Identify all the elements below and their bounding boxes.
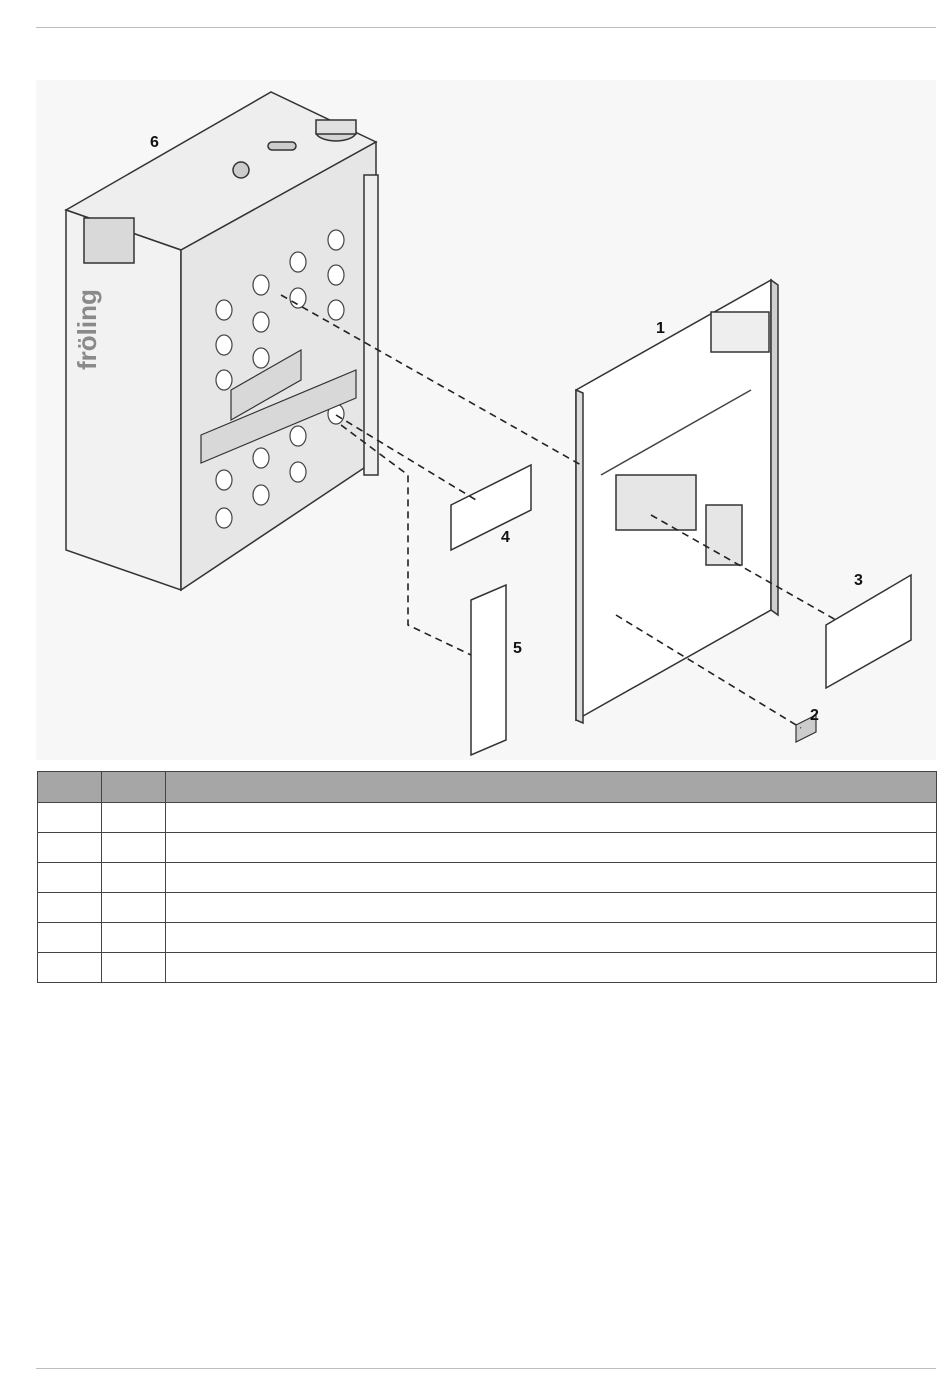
header-description [166, 772, 937, 803]
header-quantity [102, 772, 166, 803]
header-rule [36, 27, 936, 28]
table-row [38, 863, 937, 893]
cell-quantity [102, 893, 166, 923]
small-bracket-plate [451, 465, 531, 550]
cell-description [166, 833, 937, 863]
cell-position [38, 953, 102, 983]
cell-position [38, 833, 102, 863]
header-position [38, 772, 102, 803]
exploded-view-drawing [36, 80, 936, 760]
callout-2: 2 [810, 707, 819, 724]
table-row [38, 893, 937, 923]
parts-table-header [38, 772, 937, 803]
exploded-view-figure [36, 80, 936, 760]
callout-3: 3 [854, 572, 863, 589]
table-row [38, 833, 937, 863]
cell-quantity [102, 863, 166, 893]
parts-table [37, 771, 937, 983]
table-row [38, 923, 937, 953]
cell-position [38, 803, 102, 833]
cell-description [166, 863, 937, 893]
cell-description [166, 953, 937, 983]
cell-description [166, 923, 937, 953]
vertical-strip [471, 585, 506, 755]
cover-panel [576, 280, 778, 723]
callout-1: 1 [656, 320, 665, 337]
cell-quantity [102, 923, 166, 953]
cell-description [166, 803, 937, 833]
callout-6: 6 [150, 134, 159, 151]
cell-position [38, 893, 102, 923]
callout-4: 4 [501, 529, 510, 546]
cell-quantity [102, 833, 166, 863]
cell-quantity [102, 953, 166, 983]
cover-plate [826, 575, 911, 688]
cell-description [166, 893, 937, 923]
footer-rule [36, 1368, 936, 1369]
table-row [38, 803, 937, 833]
callout-5: 5 [513, 640, 522, 657]
table-row [38, 953, 937, 983]
cell-position [38, 923, 102, 953]
cell-position [38, 863, 102, 893]
cell-quantity [102, 803, 166, 833]
brand-logo: fröling [72, 289, 102, 370]
